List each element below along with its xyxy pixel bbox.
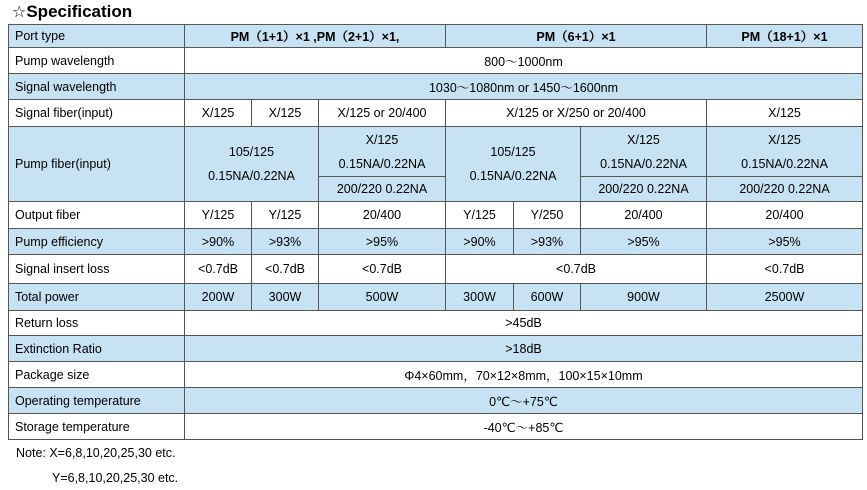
storage-temperature-label: Storage temperature bbox=[9, 414, 185, 440]
table-row-pump-efficiency bbox=[9, 229, 863, 255]
total-power-c3: 500W bbox=[319, 284, 446, 311]
table-row-storage-temperature bbox=[9, 414, 863, 440]
pump-efficiency-c6: >95% bbox=[581, 229, 707, 255]
storage-temperature-value: -40℃～+85℃ bbox=[185, 414, 863, 440]
port-type-col1: PM（1+1）×1 ,PM（2+1）×1, bbox=[185, 25, 446, 48]
pump-fiber-label: Pump fiber(input) bbox=[9, 127, 185, 202]
pump-efficiency-label: Pump efficiency bbox=[9, 229, 185, 255]
pump-fiber-d-bottom: 200/220 0.22NA bbox=[581, 177, 707, 202]
output-fiber-c4: Y/125 bbox=[446, 202, 514, 229]
pump-fiber-d-top bbox=[581, 127, 707, 177]
signal-wavelength-value: 1030～1080nm or 1450～1600nm bbox=[185, 74, 863, 100]
package-size-value: Φ4×60mm，70×12×8mm，100×15×10mm bbox=[185, 362, 863, 388]
pump-fiber-c bbox=[446, 127, 581, 202]
pump-fiber-d-top1: X/125 bbox=[627, 132, 660, 147]
pump-efficiency-c7: >95% bbox=[707, 229, 863, 255]
pump-fiber-e-bottom: 200/220 0.22NA bbox=[707, 177, 863, 202]
table-row-return-loss bbox=[9, 311, 863, 336]
pump-fiber-e-top1: X/125 bbox=[768, 132, 801, 147]
port-type-label: Port type bbox=[9, 25, 185, 48]
output-fiber-c5: Y/250 bbox=[514, 202, 581, 229]
signal-insert-loss-c4: <0.7dB bbox=[446, 255, 707, 284]
pump-fiber-b-top bbox=[319, 127, 446, 177]
signal-insert-loss-label: Signal insert loss bbox=[9, 255, 185, 284]
total-power-c2: 300W bbox=[252, 284, 319, 311]
signal-insert-loss-c1: <0.7dB bbox=[185, 255, 252, 284]
signal-insert-loss-c5: <0.7dB bbox=[707, 255, 863, 284]
total-power-label: Total power bbox=[9, 284, 185, 311]
table-row-pump-fiber-top bbox=[9, 127, 863, 177]
pump-efficiency-c3: >95% bbox=[319, 229, 446, 255]
pump-fiber-c-line2: 0.15NA/0.22NA bbox=[469, 169, 557, 183]
output-fiber-c2: Y/125 bbox=[252, 202, 319, 229]
table-row-extinction-ratio bbox=[9, 336, 863, 362]
total-power-c5: 600W bbox=[514, 284, 581, 311]
extinction-ratio-label: Extinction Ratio bbox=[9, 336, 185, 362]
table-row-signal-insert-loss bbox=[9, 255, 863, 284]
port-type-col2: PM（6+1）×1 bbox=[446, 25, 707, 48]
note-line-2: Y=6,8,10,20,25,30 etc. bbox=[52, 471, 179, 485]
pump-fiber-b-top1: X/125 bbox=[365, 132, 399, 147]
operating-temperature-label: Operating temperature bbox=[9, 388, 185, 414]
package-size-label: Package size bbox=[9, 362, 185, 388]
pump-wavelength-value: 800～1000nm bbox=[185, 48, 863, 74]
pump-fiber-d-top2: 0.15NA/0.22NA bbox=[600, 156, 687, 171]
title-text: Specification bbox=[26, 2, 133, 21]
signal-insert-loss-c3: <0.7dB bbox=[319, 255, 446, 284]
port-type-col3: PM（18+1）×1 bbox=[707, 25, 863, 48]
table-row-package-size bbox=[9, 362, 863, 388]
signal-fiber-c5: X/125 bbox=[707, 100, 863, 127]
return-loss-value: >45dB bbox=[185, 311, 863, 336]
output-fiber-c7: 20/400 bbox=[707, 202, 863, 229]
signal-fiber-label: Signal fiber(input) bbox=[9, 100, 185, 127]
table-row-pump-wavelength bbox=[9, 48, 863, 74]
extinction-ratio-value: >18dB bbox=[185, 336, 863, 362]
pump-fiber-b-top2: 0.15NA/0.22NA bbox=[338, 156, 426, 171]
total-power-c4: 300W bbox=[446, 284, 514, 311]
return-loss-label: Return loss bbox=[9, 311, 185, 336]
page-title bbox=[12, 1, 132, 23]
total-power-c1: 200W bbox=[185, 284, 252, 311]
signal-wavelength-label: Signal wavelength bbox=[9, 74, 185, 100]
pump-fiber-a bbox=[185, 127, 319, 202]
output-fiber-label: Output fiber bbox=[9, 202, 185, 229]
total-power-c7: 2500W bbox=[707, 284, 863, 311]
pump-fiber-b-bottom: 200/220 0.22NA bbox=[319, 177, 446, 202]
pump-fiber-a-line1: 105/125 bbox=[228, 145, 275, 159]
signal-fiber-c4: X/125 or X/250 or 20/400 bbox=[446, 100, 707, 127]
signal-fiber-c1: X/125 bbox=[185, 100, 252, 127]
pump-fiber-e-top2: 0.15NA/0.22NA bbox=[741, 156, 828, 171]
output-fiber-c6: 20/400 bbox=[581, 202, 707, 229]
note-line-1: Note: X=6,8,10,20,25,30 etc. bbox=[16, 446, 176, 460]
pump-efficiency-c2: >93% bbox=[252, 229, 319, 255]
pump-efficiency-c5: >93% bbox=[514, 229, 581, 255]
signal-insert-loss-c2: <0.7dB bbox=[252, 255, 319, 284]
pump-efficiency-c1: >90% bbox=[185, 229, 252, 255]
table-row-total-power bbox=[9, 284, 863, 311]
total-power-c6: 900W bbox=[581, 284, 707, 311]
table-row-operating-temperature bbox=[9, 388, 863, 414]
specification-table bbox=[8, 24, 863, 440]
table-row-output-fiber bbox=[9, 202, 863, 229]
pump-fiber-e-top bbox=[707, 127, 863, 177]
star-outline-icon: ☆ bbox=[12, 4, 27, 21]
signal-fiber-c3: X/125 or 20/400 bbox=[319, 100, 446, 127]
table-row-port-type bbox=[9, 25, 863, 48]
pump-wavelength-label: Pump wavelength bbox=[9, 48, 185, 74]
pump-efficiency-c4: >90% bbox=[446, 229, 514, 255]
operating-temperature-value: 0℃～+75℃ bbox=[185, 388, 863, 414]
output-fiber-c3: 20/400 bbox=[319, 202, 446, 229]
output-fiber-c1: Y/125 bbox=[185, 202, 252, 229]
signal-fiber-c2: X/125 bbox=[252, 100, 319, 127]
pump-fiber-a-line2: 0.15NA/0.22NA bbox=[208, 169, 295, 183]
table-row-signal-fiber bbox=[9, 100, 863, 127]
pump-fiber-c-line1: 105/125 bbox=[490, 145, 536, 159]
table-row-signal-wavelength bbox=[9, 74, 863, 100]
